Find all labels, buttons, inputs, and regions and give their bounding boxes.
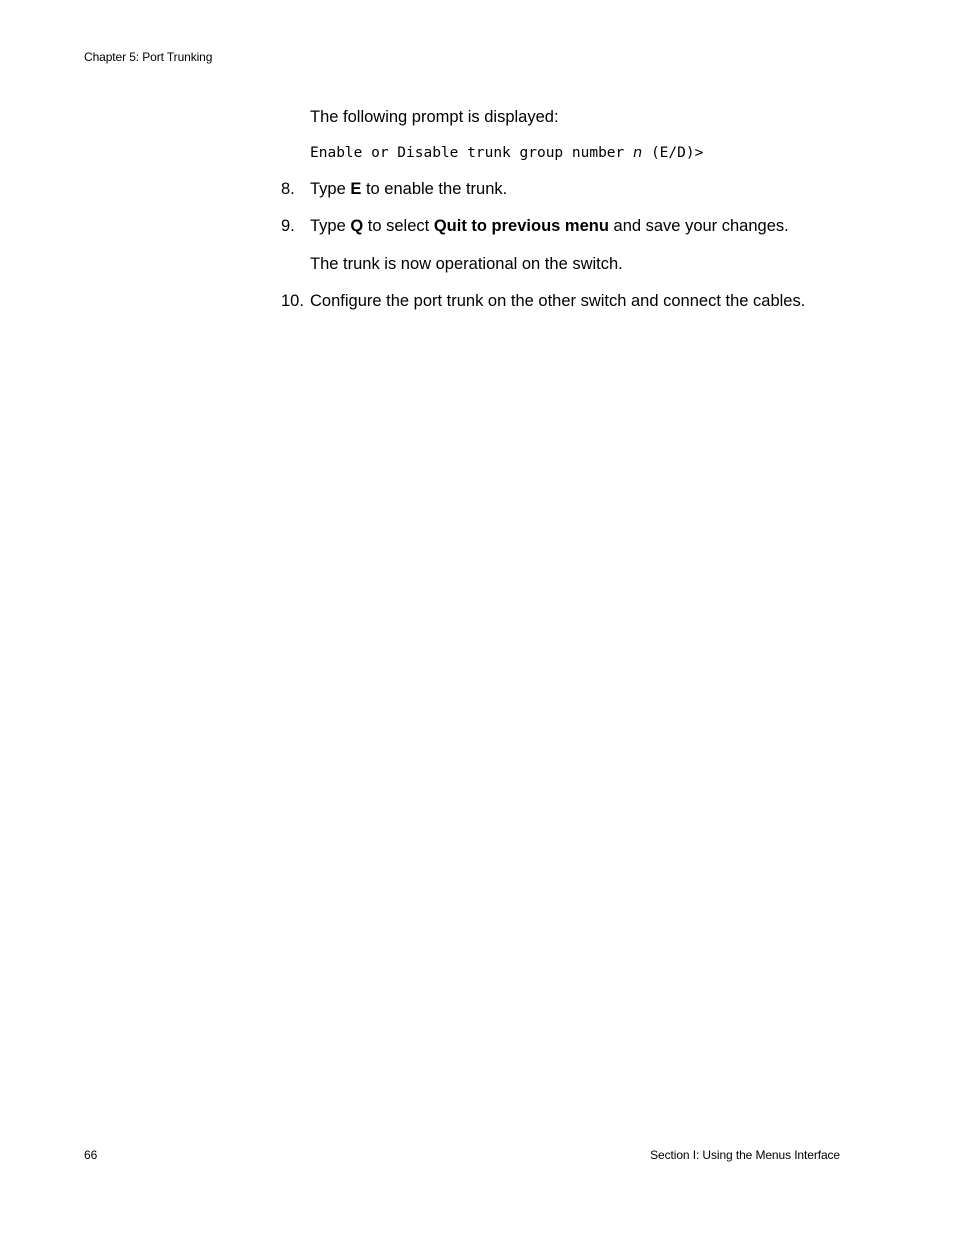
step-key: Q — [350, 217, 364, 235]
step-option: Quit to previous menu — [433, 217, 609, 235]
page-number: 66 — [84, 1148, 98, 1162]
step-text: to enable the trunk. — [361, 180, 508, 198]
result-text: The trunk is now operational on the switch. — [310, 255, 623, 273]
step-8 — [281, 180, 507, 199]
prompt-code-line — [310, 145, 703, 161]
running-header-chapter: Chapter 5: Port Trunking — [84, 50, 213, 64]
step-text: to select — [363, 217, 434, 235]
step-9 — [281, 217, 789, 236]
step-text: and save your changes. — [608, 217, 789, 235]
running-footer-section: Section I: Using the Menus Interface — [650, 1148, 840, 1162]
step-text: Configure the port trunk on the other switch and connect the cables. — [310, 292, 806, 310]
step-number: 10. — [281, 292, 304, 310]
step-key: E — [350, 180, 362, 198]
intro-text: The following prompt is displayed: — [310, 108, 559, 126]
step-text: Type — [310, 180, 351, 198]
step-number: 8. — [281, 180, 295, 198]
step-number: 9. — [281, 217, 295, 235]
prompt-text-before: Enable or Disable trunk group number — [310, 145, 634, 161]
prompt-variable: n — [633, 145, 643, 161]
prompt-text-after: (E/D)> — [642, 145, 704, 161]
step-10 — [281, 292, 805, 311]
step-text: Type — [310, 217, 351, 235]
